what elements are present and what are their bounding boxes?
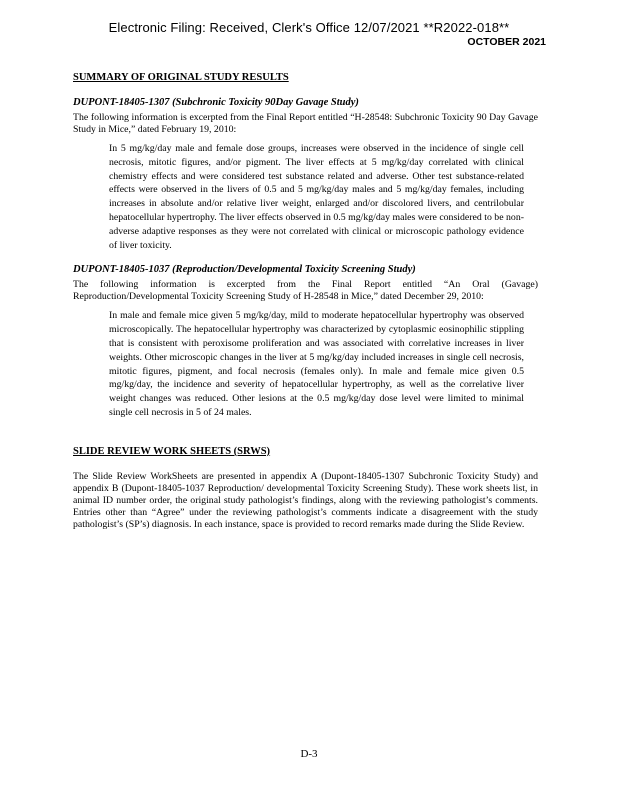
study-2-excerpt: In male and female mice given 5 mg/kg/day, mild to moderate hepatocellular hypertrophy was observed microscopically. The hepatocellular hypertrophy was characterized by cytoplasmic eosinophilic stippling that is consistent with peroxisome proliferation and was associated with correlative increases in liver weights. Other microscopic changes in the liver at 5 mg/kg/day included increases in single cell necrosis, mitotic figures, pigment, and focal necrosis (females only). In male and female mice given 0.5 mg/kg/day, the incidence and severity of hepatocellular hypertrophy, as well as the correlative liver weight changes was reduced. Other lesions at the 0.5 mg/kg/day dose level were limited to minimal single cell necrosis in 5 of 24 males.	[109, 310, 524, 418]
document-date: OCTOBER 2021	[467, 36, 546, 48]
study-1-intro: The following information is excerpted from the Final Report entitled “H-28548: Subchronic Toxicity 90 Day Gavage Study in Mice,” dated February 19, 2010:	[73, 112, 538, 135]
page-number: D-3	[300, 748, 318, 760]
study-1-excerpt: In 5 mg/kg/day male and female dose groups, increases were observed in the incidence of single cell necrosis, mitotic figures, and/or pigment. The liver effects at 5 mg/kg/day correlated with clinical chemistry effects and were considered test substance related and adverse. Other test substance-related effects were observed in the livers of 0.5 and 5 mg/kg/day males and 5 mg/kg/day females, including increases in absolute and/or relative liver weight, enlarged and/or discolored livers, and centrilobular hepatocellular hypertrophy. The liver effects observed in 0.5 mg/kg/day males were considered to be non-adverse adaptive responses as they were not correlated with clinical or microscopic pathology evidence of liver toxicity.	[109, 143, 524, 251]
study-2-intro: The following information is excerpted from the Final Report entitled “An Oral (Gavage) Reproduction/Developmental Toxicity Screening Study of H-28548 in Mice,” dated December 29, 2010:	[73, 279, 538, 303]
document-body	[73, 72, 538, 537]
study-1-title: DUPONT-18405-1307 (Subchronic Toxicity 90Day Gavage Study)	[73, 97, 359, 108]
srws-body: The Slide Review WorkSheets are presented in appendix A (Dupont-18405-1307 Subchronic Toxicity Study) and appendix B (Dupont-18405-1037 Reproduction/ developmental Toxicity Screening Study). These work sheets list, in animal ID number order, the original study pathologist’s findings, along with the reviewing pathologist’s comments. Entries other than “Agree” under the reviewing pathologist’s comments indicate a disagreement with the study pathologist’s (SP’s) diagnosis. In each instance, space is provided to record remarks made during the Slide Review.	[73, 470, 538, 530]
summary-heading: SUMMARY OF ORIGINAL STUDY RESULTS	[73, 72, 289, 83]
filing-stamp: Electronic Filing: Received, Clerk's Office 12/07/2021 **R2022-018**	[108, 20, 510, 35]
study-2-title: DUPONT-18405-1037 (Reproduction/Developmental Toxicity Screening Study)	[73, 264, 416, 276]
srws-heading: SLIDE REVIEW WORK SHEETS (SRWS)	[73, 445, 271, 457]
